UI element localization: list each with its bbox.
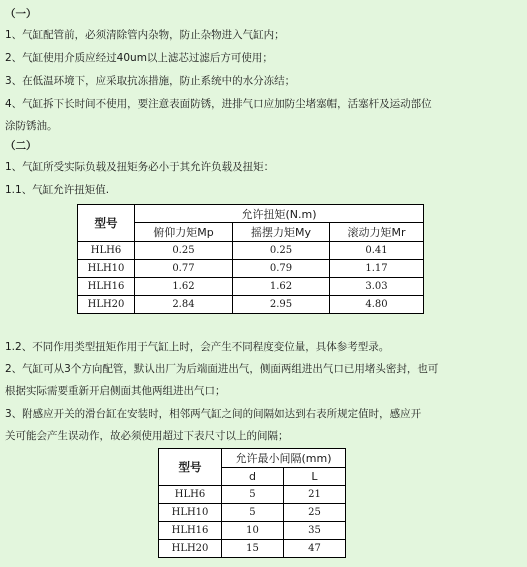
table-cell: 47 [283,540,345,558]
table-cell: 3.03 [330,278,424,296]
table-row [159,504,346,522]
spacing-table [158,448,346,558]
model-header: 型号 [159,449,222,486]
table-cell: HLH20 [78,296,135,314]
table-cell: 2.84 [135,296,233,314]
column-header: d [222,468,284,486]
table-cell: 21 [283,486,345,504]
table-cell: 4.80 [330,296,424,314]
table-cell: 15 [222,540,284,558]
table-cell: 35 [283,522,345,540]
instruction-item: 1、气缸配管前，必须清除管内杂物，防止杂物进入气缸内； [5,29,285,41]
instruction-item: 涂防锈油。 [5,120,58,132]
table-cell: 0.25 [135,242,233,260]
table-cell: 10 [222,522,284,540]
sensor-spacing-note: 3、附感应开关的滑台缸在安装时，相邻两气缸之间的间隔如达到右表所规定值时，感应开 [5,408,422,420]
column-header: L [283,468,345,486]
table-cell: HLH10 [159,504,222,522]
instruction-item: 2、气缸使用介质应经过40um以上滤芯过滤后方可使用； [5,52,273,64]
table-cell: 5 [222,504,284,522]
instruction-item: 4、气缸拆下长时间不使用，要注意表面防锈，进排气口应加防尘堵塞帽，活塞杆及运动部位 [5,98,432,110]
table-cell: 2.95 [232,296,329,314]
load-requirement-text: 1、气缸所受实际负载及扭矩务必小于其允许负载及扭矩： [5,161,275,173]
table-cell: 0.79 [232,260,329,278]
table-cell: HLH6 [159,486,222,504]
column-header: 滚动力矩Mr [330,223,424,242]
section-2-heading: （二） [5,140,37,152]
table-row [159,486,346,504]
torque-subheading: 1.1、气缸允许扭矩值. [5,184,110,196]
section-1-heading: （一） [5,8,37,20]
sensor-spacing-note: 关可能会产生误动作，故必须使用超过下表尺寸以上的间隔； [5,430,289,442]
table-cell: HLH6 [78,242,135,260]
table-cell: HLH20 [159,540,222,558]
table-cell: 0.25 [232,242,329,260]
table-row [78,296,424,314]
table-cell: HLH10 [78,260,135,278]
table-row [78,260,424,278]
table-cell: 0.77 [135,260,233,278]
table-cell: 5 [222,486,284,504]
torque-table [77,204,424,314]
table-row [159,540,346,558]
table-cell: 25 [283,504,345,522]
table-cell: HLH16 [78,278,135,296]
table-cell: 1.17 [330,260,424,278]
instruction-item: 3、在低温环境下，应采取抗冻措施，防止系统中的水分冻结； [5,75,296,87]
table-cell: 1.62 [135,278,233,296]
piping-note: 根据实际需要重新开启侧面其他两组进出气口； [5,385,226,397]
table-cell: 0.41 [330,242,424,260]
model-header: 型号 [78,205,135,242]
displacement-note: 1.2、不同作用类型扭矩作用于气缸上时，会产生不同程度变位量，具体参考型录。 [5,341,390,353]
torque-group-header: 允许扭矩(N.m) [135,205,424,223]
table-row [78,242,424,260]
table-cell: HLH16 [159,522,222,540]
spacing-group-header: 允许最小间隔(mm) [222,449,346,468]
column-header: 俯仰力矩Mp [135,223,233,242]
piping-note: 2、气缸可从3个方向配管，默认出厂为后端面进出气，侧面两组进出气口已用堵头密封，也可 [5,363,439,375]
table-row [78,278,424,296]
table-row [159,522,346,540]
table-cell: 1.62 [232,278,329,296]
column-header: 摇摆力矩My [232,223,329,242]
